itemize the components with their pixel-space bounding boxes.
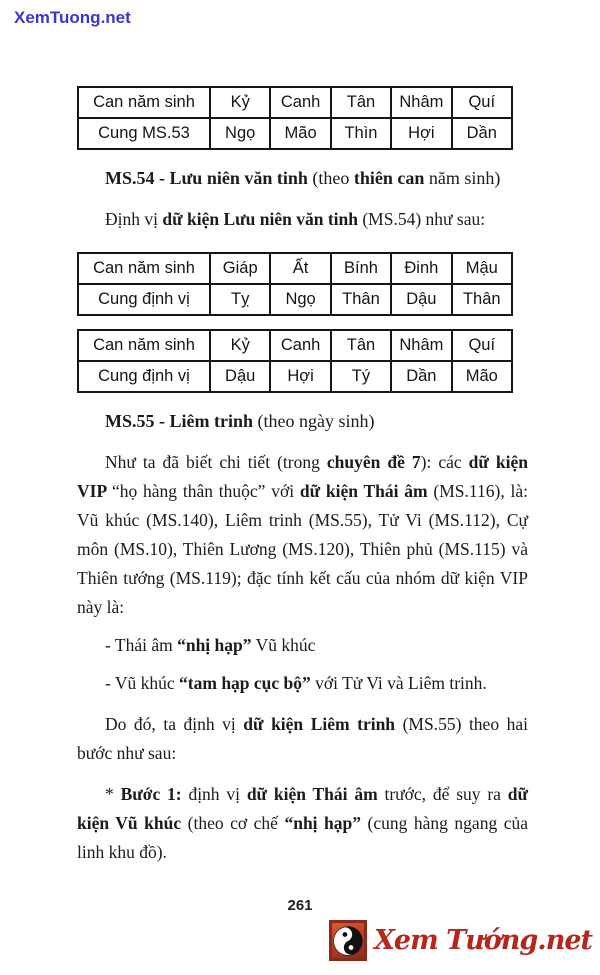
heading-ms54 xyxy=(77,164,528,193)
text-segment: (theo ngày sinh) xyxy=(257,411,375,431)
text-segment: năm sinh) xyxy=(424,168,501,188)
bullet-nhi-hap xyxy=(77,631,528,660)
page-number: 261 xyxy=(287,897,313,914)
yin-yang-icon xyxy=(329,920,367,961)
text-segment: “tam hạp cục bộ” xyxy=(179,673,311,693)
text-segment: (cung hàng ngang của linh khu đồ). xyxy=(77,813,528,862)
table-cell: Nhâm xyxy=(391,330,451,361)
table-cell: Cung MS.53 xyxy=(78,118,210,149)
table-cell: Giáp xyxy=(210,253,270,284)
table-cell: Ất xyxy=(270,253,330,284)
text-segment: Vũ khúc xyxy=(251,635,316,655)
table-cell: Mão xyxy=(452,361,512,392)
text-segment: * xyxy=(105,784,121,804)
table-cell: Dần xyxy=(452,118,512,149)
text-segment: - Vũ khúc xyxy=(105,673,180,693)
paragraph-buoc-1 xyxy=(77,780,528,867)
text-segment: dữ kiện Thái âm xyxy=(299,481,434,501)
table-cell: Thân xyxy=(452,284,512,315)
heading-ms55 xyxy=(77,407,528,436)
paragraph-vip-intro xyxy=(77,448,528,622)
table-row xyxy=(78,253,512,284)
table-cell: Hợi xyxy=(391,118,451,149)
table-cell: Dần xyxy=(391,361,451,392)
text-segment: Như ta đã biết chi tiết (trong xyxy=(105,452,327,472)
lookup-table-ms54-b xyxy=(77,329,513,393)
table-cell: Tân xyxy=(331,87,391,118)
table-cell: Ngọ xyxy=(210,118,270,149)
table-cell: Tý xyxy=(331,361,391,392)
table-cell: Ngọ xyxy=(270,284,330,315)
text-segment: dữ kiện VIP xyxy=(77,452,528,501)
table-cell: Mão xyxy=(270,118,330,149)
text-segment: “nhị hạp” xyxy=(177,635,252,655)
text-segment: dữ kiện Vũ khúc xyxy=(77,784,529,833)
table-cell: Hợi xyxy=(270,361,330,392)
table-row xyxy=(78,361,512,392)
table-row xyxy=(78,118,512,149)
text-segment: Do đó, ta định vị xyxy=(105,714,244,734)
table-cell: Dậu xyxy=(391,284,451,315)
table-cell: Can năm sinh xyxy=(78,330,210,361)
lookup-table-ms53 xyxy=(77,86,513,150)
table-cell: Can năm sinh xyxy=(78,253,210,284)
text-segment: thiên can xyxy=(353,168,425,188)
table-cell: Mậu xyxy=(452,253,512,284)
text-segment: Bước 1: xyxy=(120,784,182,804)
table-cell: Bính xyxy=(331,253,391,284)
table-cell: Thân xyxy=(331,284,391,315)
table-row xyxy=(78,87,512,118)
text-segment: MS.55 - Liêm trinh xyxy=(105,411,258,431)
table-cell: Tân xyxy=(331,330,391,361)
table-cell: Can năm sinh xyxy=(78,87,210,118)
table-cell: Dậu xyxy=(210,361,270,392)
site-watermark-link[interactable]: XemTuong.net xyxy=(14,8,131,27)
text-segment: Định vị xyxy=(105,209,163,229)
text-segment: (MS.116), là: Vũ khúc (MS.140), Liêm trinh (MS.55), Tử Vi (MS.112), Cự môn (MS.10), Thiên Lương (MS.120), Thiên phủ (MS.115) và Thiên tướng (MS.119); đặc tính kết cấu của nhóm dữ kiện VIP này là: xyxy=(77,481,528,617)
text-segment: - Thái âm xyxy=(105,635,178,655)
text-segment: “nhị hạp” xyxy=(284,813,362,833)
table-cell: Canh xyxy=(270,87,330,118)
bullet-tam-hap xyxy=(77,669,528,698)
paragraph-dinh-vi-ms54 xyxy=(77,205,528,234)
table-cell: Quí xyxy=(452,330,512,361)
text-segment: với Tử Vi và Liêm trinh. xyxy=(310,673,487,693)
footer-logo-link[interactable] xyxy=(329,920,592,961)
text-segment: ): các xyxy=(420,452,469,472)
table-cell: Cung định vị xyxy=(78,361,210,392)
table-cell: Canh xyxy=(270,330,330,361)
table-cell: Đinh xyxy=(391,253,451,284)
text-segment: “họ hàng thân thuộc” với xyxy=(111,481,300,501)
footer-logo-text: Xem Tướng.net xyxy=(373,925,592,956)
text-segment: chuyên đề 7 xyxy=(326,452,421,472)
text-segment: MS.54 - Lưu niên văn tinh xyxy=(105,168,313,188)
text-segment: dữ kiện Lưu niên văn tinh xyxy=(162,209,358,229)
table-cell: Nhâm xyxy=(391,87,451,118)
table-cell: Kỷ xyxy=(210,87,270,118)
table-row xyxy=(78,284,512,315)
text-segment: dữ kiện Thái âm xyxy=(246,784,378,804)
table-cell: Quí xyxy=(452,87,512,118)
table-cell: Thìn xyxy=(331,118,391,149)
table-row xyxy=(78,330,512,361)
text-segment: (theo cơ chế xyxy=(181,813,285,833)
text-segment: (MS.55) theo hai bước như sau: xyxy=(77,714,528,763)
text-segment: (MS.54) như sau: xyxy=(357,209,486,229)
paragraph-do-do xyxy=(77,710,528,768)
text-segment: định vị xyxy=(181,784,247,804)
text-segment: trước, để suy ra xyxy=(377,784,508,804)
table-cell: Kỷ xyxy=(210,330,270,361)
table-cell: Cung định vị xyxy=(78,284,210,315)
page-content xyxy=(77,86,528,867)
table-cell: Tỵ xyxy=(210,284,270,315)
text-segment: (theo xyxy=(312,168,354,188)
text-segment: dữ kiện Liêm trinh xyxy=(243,714,396,734)
lookup-table-ms54-a xyxy=(77,252,513,316)
